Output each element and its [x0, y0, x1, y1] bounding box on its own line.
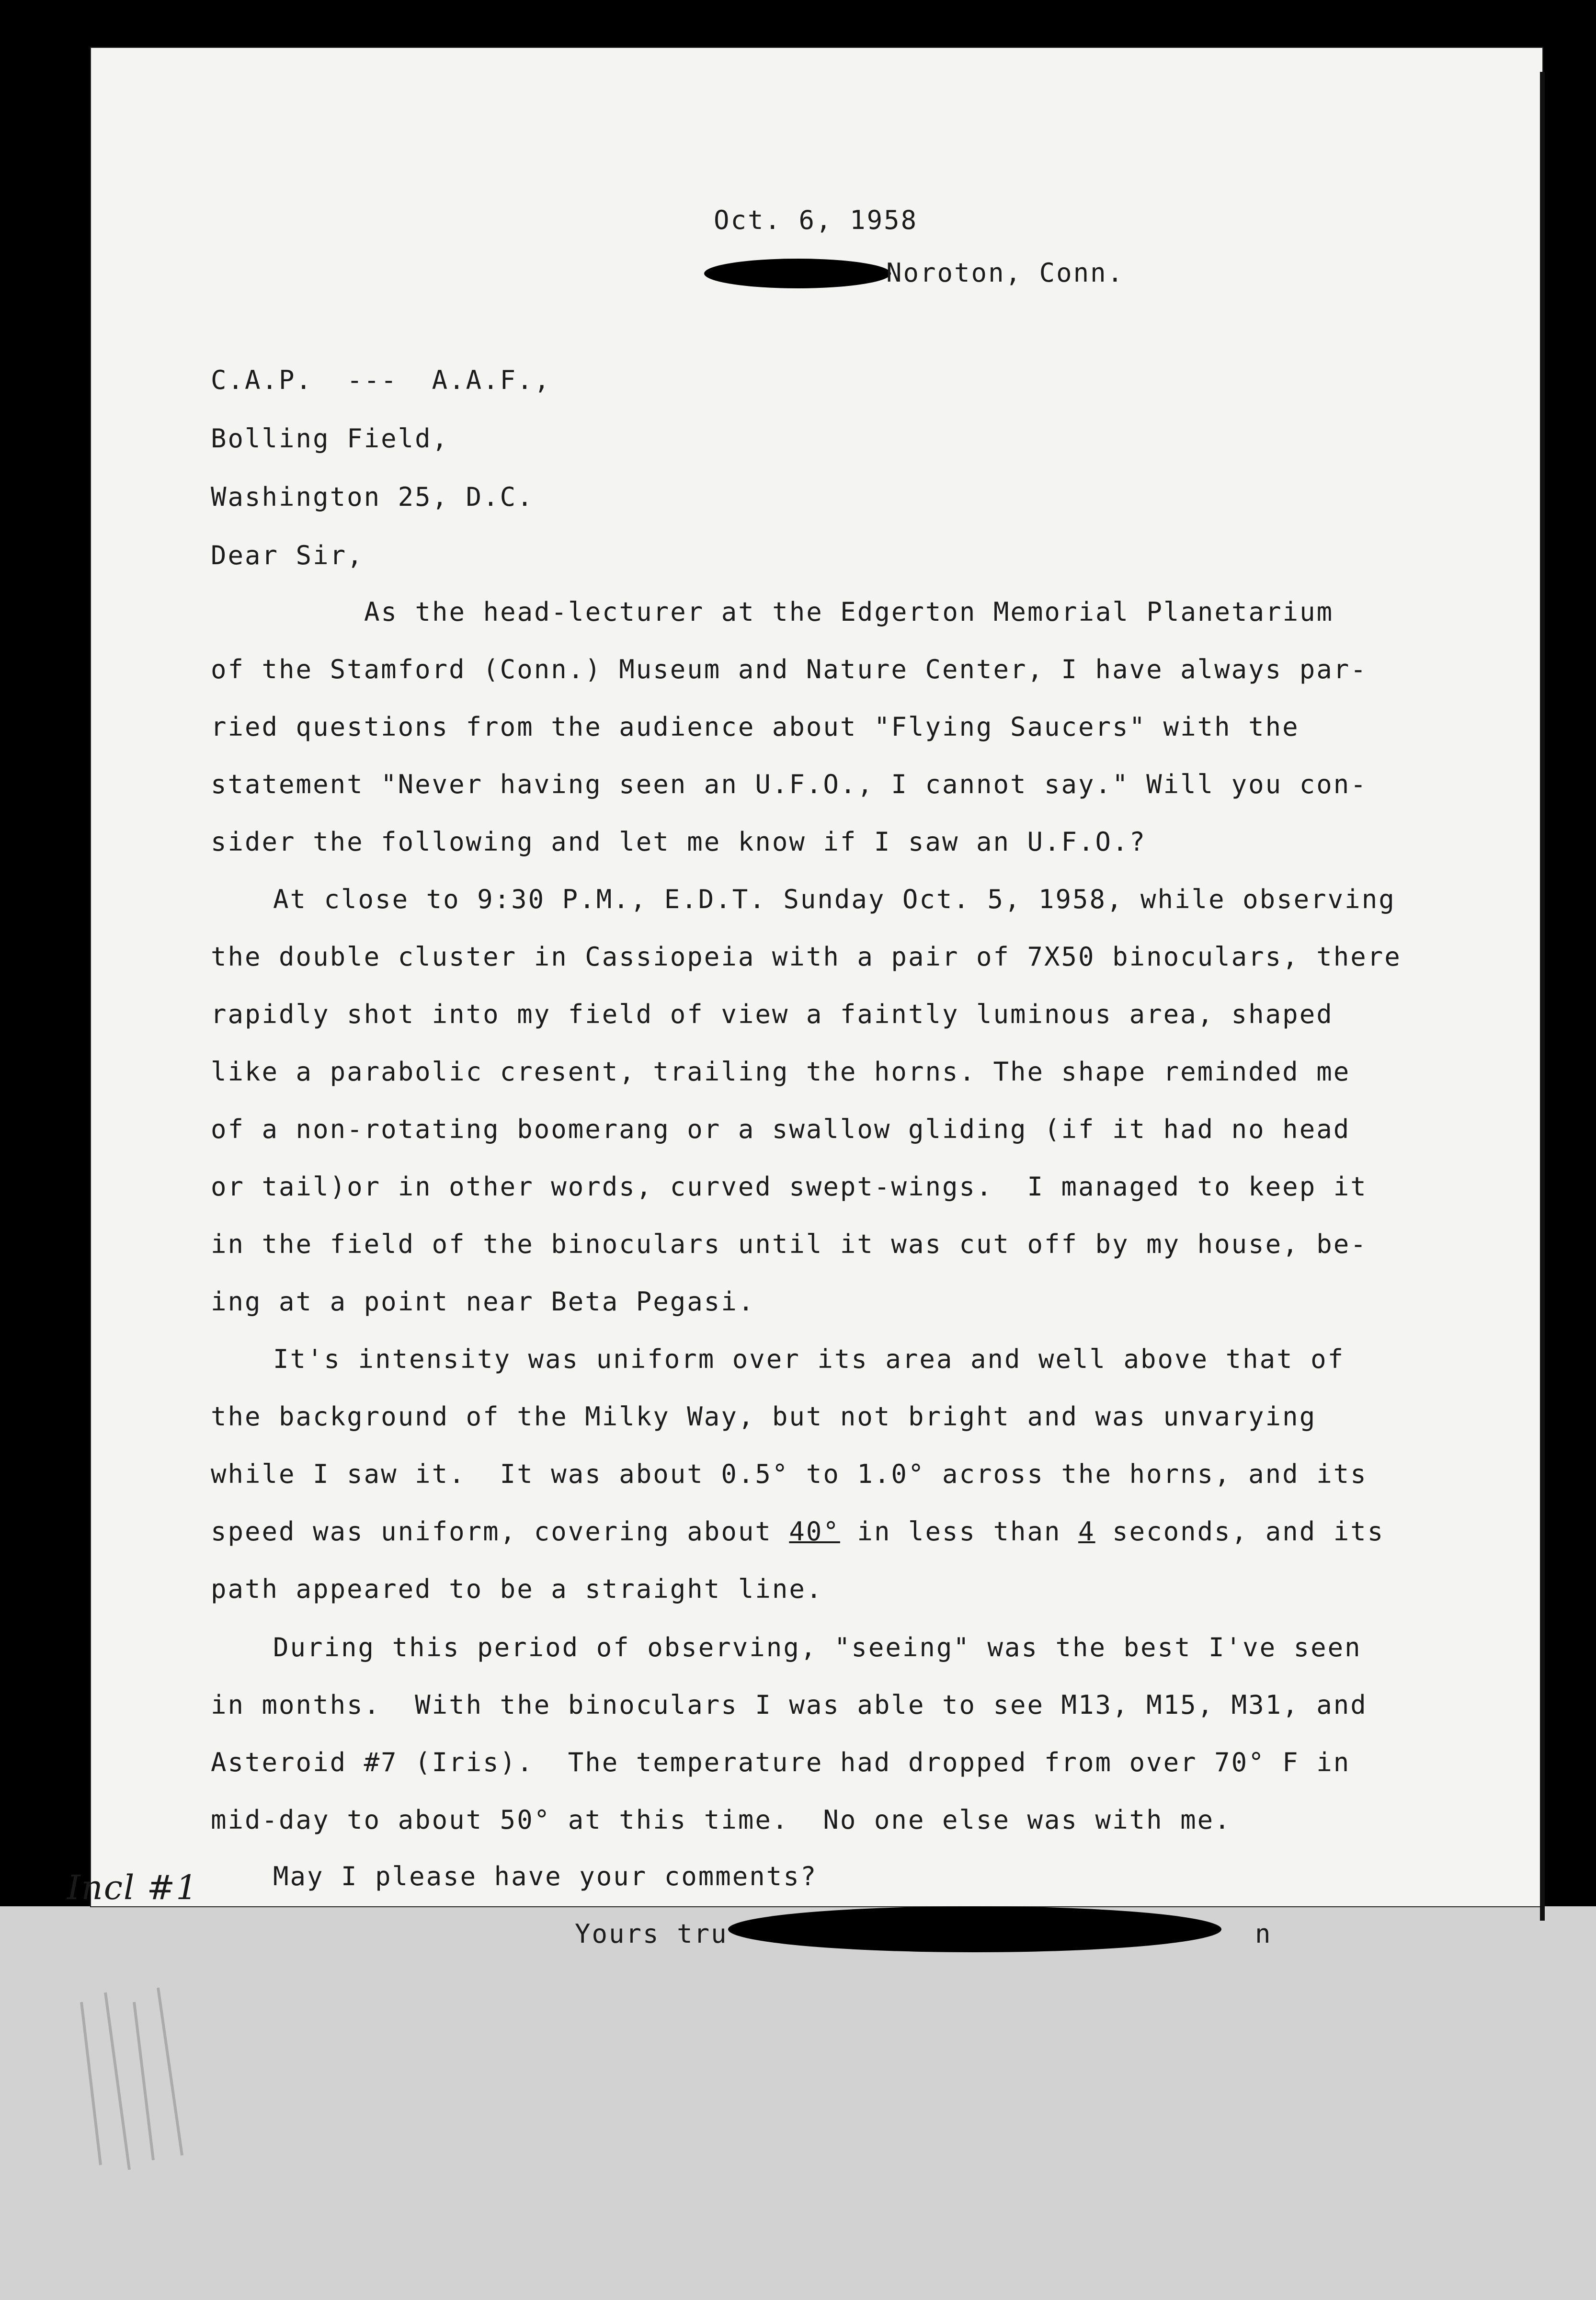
scanner-background [0, 1906, 1596, 2300]
redaction-sender-street [704, 259, 891, 288]
paragraph-3-line-2: the background of the Milky Way, but not bright and was unvarying [211, 1401, 1317, 1432]
paragraph-4-line-2: in months. With the binoculars I was able to see M13, M15, M31, and [211, 1690, 1368, 1720]
paragraph-2-line-4: like a parabolic cresent, trailing the horns. The shape reminded me [211, 1057, 1351, 1087]
paragraph-3-line-4 [211, 1516, 1384, 1547]
letter-body [91, 48, 1542, 1949]
p3l4-mid: in less than [840, 1516, 1079, 1547]
salutation: Dear Sir, [211, 540, 364, 570]
address-line-3: Washington 25, D.C. [211, 482, 534, 512]
redaction-signature [728, 1906, 1221, 1952]
closing-question: May I please have your comments? [273, 1861, 818, 1891]
p3l4-pre: speed was uniform, covering about [211, 1516, 789, 1547]
letter-page [91, 48, 1542, 1949]
paragraph-1-line-5: sider the following and let me know if I saw an U.F.O.? [211, 827, 1147, 857]
paragraph-4-line-4: mid-day to about 50° at this time. No one else was with me. [211, 1805, 1231, 1835]
paragraph-3-line-1: It's intensity was uniform over its area and well above that of [273, 1344, 1345, 1374]
paragraph-4-line-1: During this period of observing, "seeing" was the best I've seen [273, 1632, 1362, 1662]
paragraph-1-line-4: statement "Never having seen an U.F.O., I cannot say." Will you con- [211, 769, 1368, 799]
underlined-degrees: 40° [789, 1516, 840, 1547]
paragraph-1-line-2: of the Stamford (Conn.) Museum and Nature Center, I have always par- [211, 654, 1368, 684]
paragraph-1-line-3: ried questions from the audience about "Flying Saucers" with the [211, 712, 1300, 742]
address-line-2: Bolling Field, [211, 423, 449, 454]
paragraph-1-line-1: As the head-lecturer at the Edgerton Memorial Planetarium [364, 597, 1334, 627]
paragraph-2-line-6: or tail)or in other words, curved swept-wings. I managed to keep it [211, 1172, 1368, 1202]
paragraph-3-line-5: path appeared to be a straight line. [211, 1574, 823, 1604]
paragraph-2-line-3: rapidly shot into my field of view a faintly luminous area, shaped [211, 999, 1334, 1029]
paragraph-2-line-5: of a non-rotating boomerang or a swallow gliding (if it had no head [211, 1114, 1351, 1144]
address-line-1: C.A.P. --- A.A.F., [211, 365, 551, 395]
letter-date: Oct. 6, 1958 [714, 205, 918, 235]
p3l4-post: seconds, and its [1095, 1516, 1385, 1547]
closing-end: n [1255, 1919, 1272, 1949]
paragraph-2-line-8: ing at a point near Beta Pegasi. [211, 1287, 755, 1317]
page-edge-shadow [1540, 72, 1545, 1921]
letter-location: Noroton, Conn. [886, 258, 1125, 288]
paragraph-3-line-3: while I saw it. It was about 0.5° to 1.0° across the horns, and its [211, 1459, 1368, 1489]
handwritten-enclosure-note: Incl #1 [67, 1868, 198, 1907]
closing-start: Yours tru [575, 1919, 728, 1949]
faint-scribble-marks [72, 1973, 196, 2175]
paragraph-2-line-2: the double cluster in Cassiopeia with a pair of 7X50 binoculars, there [211, 942, 1402, 972]
underlined-seconds: 4 [1078, 1516, 1095, 1547]
paragraph-2-line-1: At close to 9:30 P.M., E.D.T. Sunday Oct. 5, 1958, while observing [273, 884, 1396, 914]
paragraph-2-line-7: in the field of the binoculars until it was cut off by my house, be- [211, 1229, 1368, 1259]
paragraph-4-line-3: Asteroid #7 (Iris). The temperature had dropped from over 70° F in [211, 1747, 1351, 1777]
